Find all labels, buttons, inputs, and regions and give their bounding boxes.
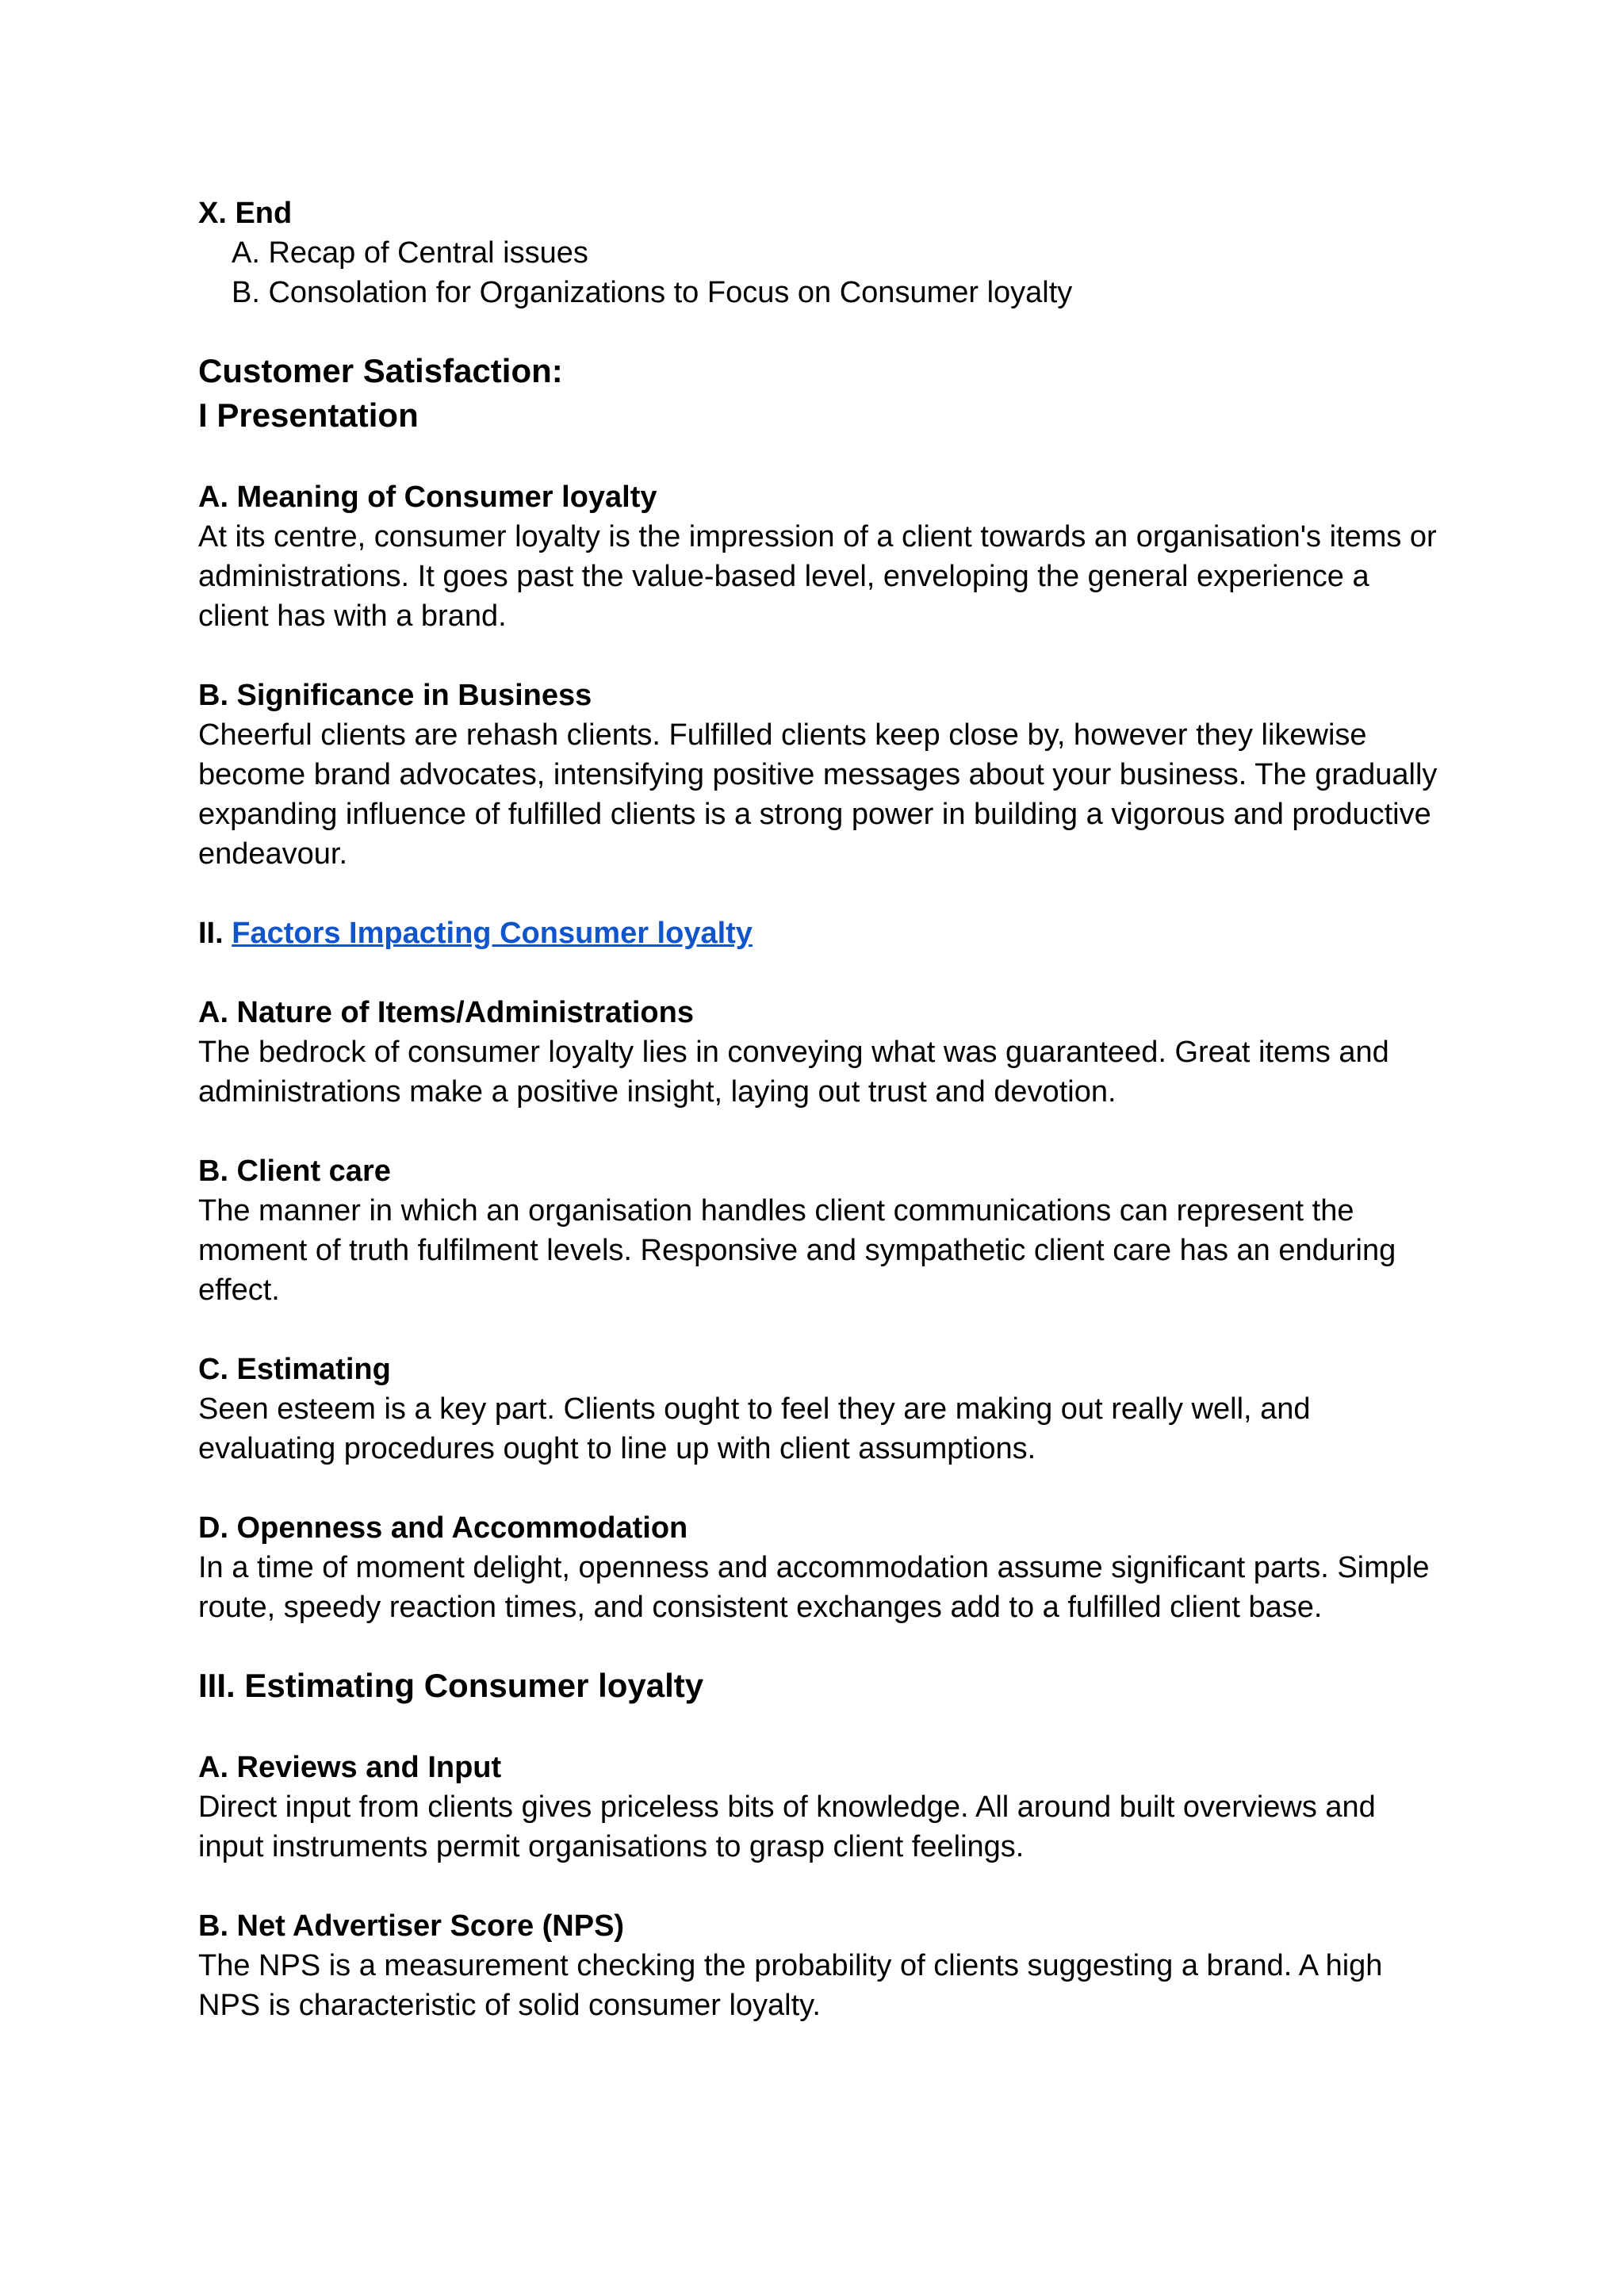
document-page: [198, 193, 1443, 2025]
section-3-heading: III. Estimating Consumer loyalty: [198, 1667, 704, 1704]
client-care-body: The manner in which an organisation handles client communications can represent the moment of truth fulfilment levels. Responsive and sympathetic client care has an enduring effect.: [198, 1194, 1396, 1307]
openness-heading: D. Openness and Accommodation: [198, 1511, 688, 1545]
nps-body: The NPS is a measurement checking the probability of clients suggesting a brand. A high NPS is characteristic of solid consumer loyalty.: [198, 1949, 1383, 2022]
nature-heading: A. Nature of Items/Administrations: [198, 996, 694, 1029]
significance-body: Cheerful clients are rehash clients. Fulfilled clients keep close by, however they likewise become brand advocates, intensifying positive messages about your business. The gradually expanding influence of fulfilled clients is a strong power in building a vigorous and productive endeavour.: [198, 718, 1438, 871]
document-title: Customer Satisfaction:: [198, 352, 563, 389]
reviews-heading: A. Reviews and Input: [198, 1751, 502, 1784]
section-1-heading: I Presentation: [198, 396, 419, 434]
reviews-body: Direct input from clients gives priceless bits of knowledge. All around built overviews and input instruments permit organisations to grasp client feelings.: [198, 1790, 1376, 1863]
end-item-consolation: B. Consolation for Organizations to Focus on Consumer loyalty: [232, 276, 1073, 309]
section-2-heading: [198, 913, 1443, 953]
meaning-body: At its centre, consumer loyalty is the impression of a client towards an organisation's items or administrations. It goes past the value-based level, enveloping the general experience a client has with a brand.: [198, 520, 1437, 633]
significance-heading: B. Significance in Business: [198, 679, 592, 712]
client-care-heading: B. Client care: [198, 1155, 391, 1188]
nps-heading: B. Net Advertiser Score (NPS): [198, 1909, 625, 1943]
end-heading: X. End: [198, 197, 293, 230]
openness-body: In a time of moment delight, openness and accommodation assume significant parts. Simple route, speedy reaction times, and consistent exchanges add to a fulfilled client base.: [198, 1551, 1430, 1624]
estimating-heading: C. Estimating: [198, 1353, 391, 1386]
section-2-prefix: II.: [198, 917, 232, 950]
end-item-recap: A. Recap of Central issues: [232, 236, 588, 270]
meaning-heading: A. Meaning of Consumer loyalty: [198, 481, 657, 514]
factors-link[interactable]: Factors Impacting Consumer loyalty: [232, 917, 753, 950]
nature-body: The bedrock of consumer loyalty lies in conveying what was guaranteed. Great items and administrations make a positive insight, laying out trust and devotion.: [198, 1036, 1389, 1109]
estimating-body: Seen esteem is a key part. Clients ought to feel they are making out really well, and evaluating procedures ought to line up with client assumptions.: [198, 1392, 1311, 1465]
